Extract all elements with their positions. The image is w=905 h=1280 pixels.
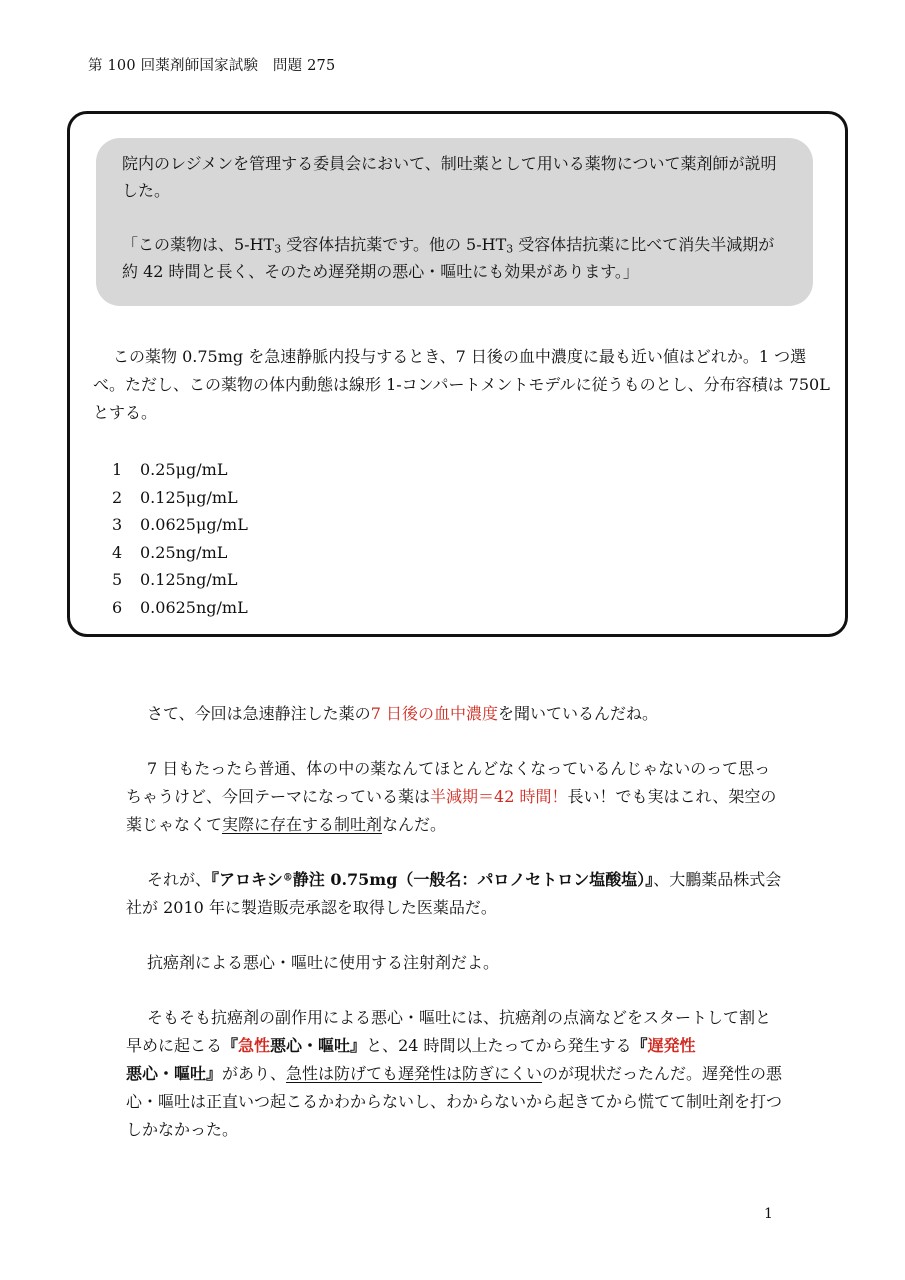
question-stem — [93, 343, 833, 427]
text-run: 長い！でも実はこれ、架空の薬じゃなくて — [126, 787, 777, 834]
page-number: 1 — [764, 1206, 773, 1222]
text-run: と、24 時間以上たってから発生する — [366, 1036, 632, 1055]
choice-text: 0.125ng/mL — [140, 570, 238, 589]
explanation-paragraph-1 — [126, 700, 786, 728]
subscript-3: 3 — [506, 242, 514, 256]
exam-header: 第 100 回薬剤師国家試験 問題 275 — [88, 58, 336, 74]
quote-part-a: 「この薬物は、5‐HT — [122, 235, 275, 254]
text-run: さて、今回は急速静注した薬の — [147, 704, 371, 723]
text-run: があり、 — [222, 1064, 287, 1083]
text-run: 、大鵬薬品株式会社が 2010 年に製造販売承認を取得した医薬品だ。 — [126, 870, 782, 917]
highlight-red-bold: 遅発性 — [647, 1036, 696, 1055]
choice-text: 0.0625μg/mL — [140, 515, 248, 534]
quote-part-c: 受容体拮抗薬に比べて消失半減期が約 42 時間と長く、そのため遅発期の悪心・嘔吐にも効果があります。」 — [122, 235, 775, 281]
text-run: 7 日もたったら普通、体の中の薬なんてほとんどなくなっているんじゃないのって思っちゃうけど、今回テーマになっている薬は — [126, 759, 771, 806]
choice-4 — [112, 539, 248, 567]
choice-number: 3 — [112, 515, 123, 534]
choice-text: 0.25ng/mL — [140, 542, 228, 562]
drug-name-bold: 静注 0.75mg（一般名：パロノセトロン塩酸塩）』 — [292, 870, 654, 889]
choice-number: 2 — [112, 487, 123, 507]
text-run: のが現状だったんだ。遅発性の悪心・嘔吐は正直いつ起こるかわからないし、わからないから起きてから慌てて制吐剤を打つしかなかった。 — [126, 1064, 783, 1139]
drug-name-bold: 『アロキシ — [211, 870, 283, 889]
text-run: なんだ。 — [382, 815, 447, 834]
answer-choices — [112, 456, 248, 621]
scenario-callout — [96, 138, 813, 306]
choice-number: 5 — [112, 570, 123, 589]
choice-number: 4 — [112, 542, 123, 562]
highlight-red: 7 日後の血中濃度 — [370, 704, 498, 723]
underlined-text: 急性は防げても遅発性は防ぎにくい — [286, 1064, 543, 1083]
text-run: そもそも抗癌剤の副作用による悪心・嘔吐には、抗癌剤の点滴などをスタートして割と早めに起こる — [126, 1008, 772, 1055]
choice-number: 6 — [112, 597, 123, 617]
explanation-paragraph-2 — [126, 755, 786, 839]
explanation-paragraph-3 — [126, 866, 786, 922]
choice-2 — [112, 484, 248, 512]
text-run: それが、 — [147, 870, 212, 889]
question-text: この薬物 0.75mg を急速静脈内投与するとき、7 日後の血中濃度に最も近い値はどれか。1 つ選べ。ただし、この薬物の体内動態は線形 1‐コンパートメントモデルに従うものとし、分布容積は 750L とする。 — [93, 347, 830, 422]
explanation-body — [126, 700, 786, 1171]
highlight-red-bold: 急性 — [238, 1036, 271, 1055]
scenario-intro: 院内のレジメンを管理する委員会において、制吐薬として用いる薬物について薬剤師が説明した。 — [122, 154, 777, 200]
highlight-red: 半減期＝42 時間！ — [430, 787, 568, 806]
scenario-quote — [122, 231, 785, 285]
registered-mark: ® — [282, 872, 293, 884]
bold-bracket: 『 — [222, 1036, 239, 1055]
choice-text: 0.0625ng/mL — [140, 597, 248, 617]
explanation-paragraph-5 — [126, 1004, 786, 1144]
choice-number: 1 — [112, 460, 123, 479]
quote-part-b: 受容体拮抗薬です。他の 5‐HT — [281, 235, 507, 254]
bold-text: 悪心・嘔吐』 — [270, 1036, 367, 1055]
text-run: を聞いているんだね。 — [497, 704, 658, 723]
choice-text: 0.25μg/mL — [140, 460, 228, 479]
choice-6 — [112, 594, 248, 622]
subscript-3: 3 — [274, 242, 282, 256]
choice-5 — [112, 566, 248, 594]
explanation-paragraph-4: 抗癌剤による悪心・嘔吐に使用する注射剤だよ。 — [147, 953, 500, 972]
choice-1 — [112, 456, 248, 484]
underlined-text: 実際に存在する制吐剤 — [222, 815, 383, 834]
bold-bracket: 『 — [631, 1036, 648, 1055]
choice-text: 0.125μg/mL — [140, 487, 238, 507]
bold-text: 悪心・嘔吐』 — [126, 1064, 223, 1083]
choice-3 — [112, 511, 248, 539]
